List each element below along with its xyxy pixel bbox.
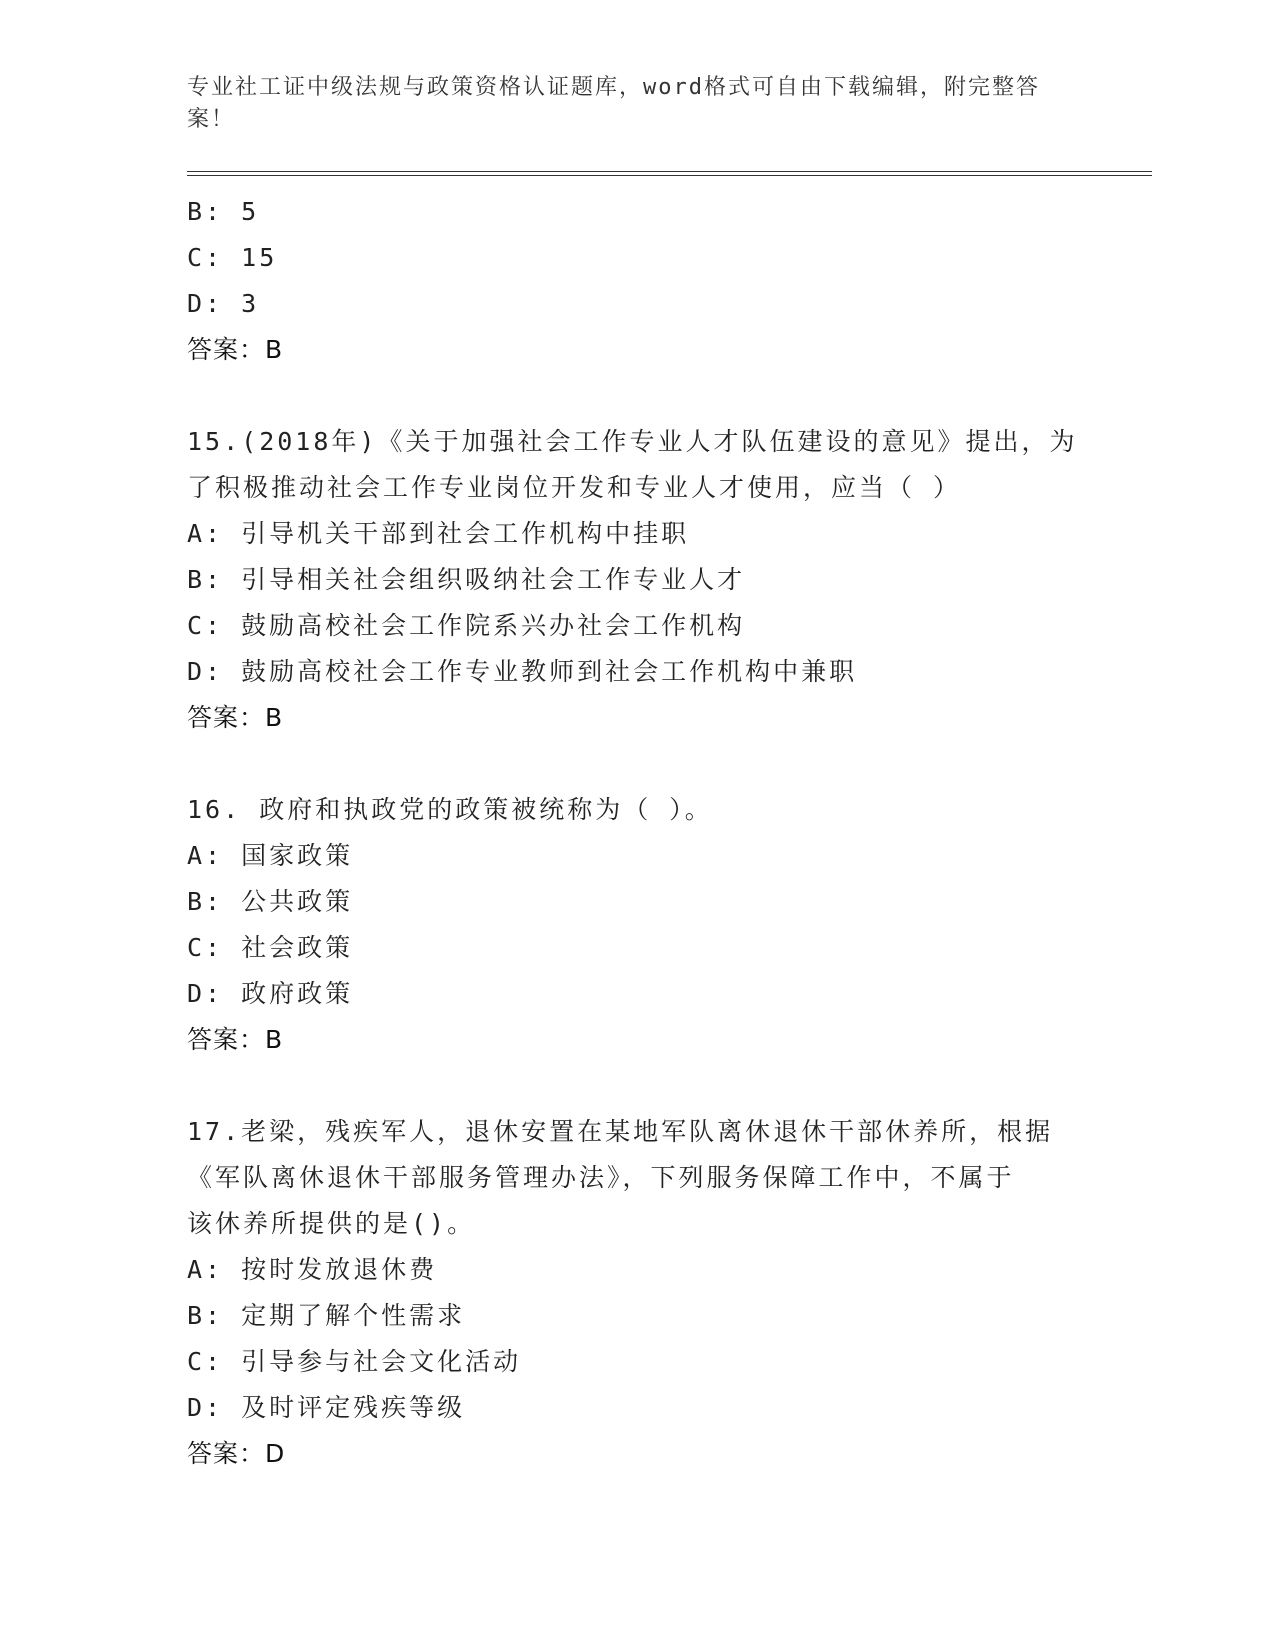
option-c: C: 引导参与社会文化活动 — [187, 1347, 522, 1376]
header-divider-bottom — [187, 175, 1152, 176]
option-d: D: 政府政策 — [187, 979, 354, 1008]
option-c: C: 鼓励高校社会工作院系兴办社会工作机构 — [187, 611, 746, 640]
question-text: 17.老梁，残疾军人，退休安置在某地军队离休退休干部休养所，根据 — [187, 1117, 1054, 1146]
option-a: A: 国家政策 — [187, 841, 354, 870]
option-b: B: 5 — [187, 197, 260, 226]
question-list — [187, 189, 1087, 1477]
header-text: 专业社工证中级法规与政策资格认证题库，word格式可自由下载编辑，附完整答案！ — [187, 75, 1040, 132]
option-d: D: 及时评定残疾等级 — [187, 1393, 466, 1422]
question-15 — [187, 419, 1087, 741]
prev-question-block — [187, 189, 1087, 373]
option-a: A: 按时发放退休费 — [187, 1255, 438, 1284]
answer: 答案：D — [187, 1439, 286, 1468]
option-c: C: 15 — [187, 243, 278, 272]
option-d: D: 鼓励高校社会工作专业教师到社会工作机构中兼职 — [187, 657, 858, 686]
option-b: B: 引导相关社会组织吸纳社会工作专业人才 — [187, 565, 746, 594]
answer: 答案：B — [187, 335, 284, 364]
option-a: A: 引导机关干部到社会工作机构中挂职 — [187, 519, 690, 548]
document-header — [187, 72, 1067, 136]
question-16 — [187, 787, 1087, 1063]
question-text: 16. 政府和执政党的政策被统称为（ ）。 — [187, 795, 713, 824]
question-17 — [187, 1109, 1087, 1477]
option-d: D: 3 — [187, 289, 260, 318]
question-text: 了积极推动社会工作专业岗位开发和专业人才使用，应当（ ） — [187, 473, 962, 502]
answer: 答案：B — [187, 1025, 284, 1054]
header-divider-top — [187, 171, 1152, 172]
answer: 答案：B — [187, 703, 284, 732]
option-b: B: 定期了解个性需求 — [187, 1301, 466, 1330]
question-text: 《军队离休退休干部服务管理办法》，下列服务保障工作中，不属于 — [187, 1163, 1015, 1192]
question-text: 该休养所提供的是()。 — [187, 1209, 476, 1238]
option-c: C: 社会政策 — [187, 933, 354, 962]
question-text: 15.(2018年)《关于加强社会工作专业人才队伍建设的意见》提出，为 — [187, 427, 1078, 456]
option-b: B: 公共政策 — [187, 887, 354, 916]
